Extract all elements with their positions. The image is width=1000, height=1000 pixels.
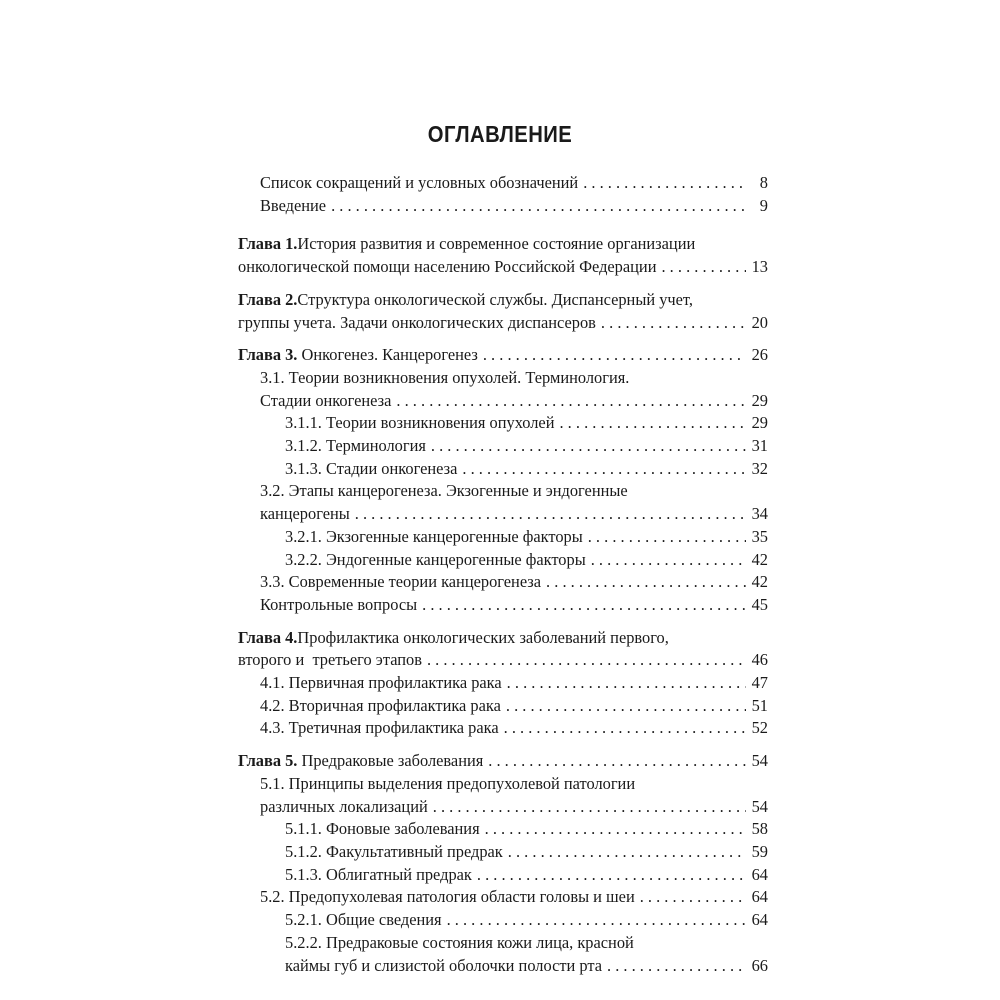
toc-entry-label: 3.1.2. Терминология <box>285 436 426 456</box>
toc-page-number: 59 <box>751 841 768 861</box>
toc-entry-3-1-3[interactable] <box>238 458 768 481</box>
toc-page-number: 66 <box>751 955 768 975</box>
toc-entry-label: 3.3. Современные теории канцерогенеза <box>260 572 542 592</box>
toc-page-number: 46 <box>751 650 768 670</box>
toc-page-number: 34 <box>751 504 768 524</box>
toc-page-number: 32 <box>751 458 768 478</box>
toc-entry-label: 3.1.3. Стадии онкогенеза <box>285 458 458 478</box>
toc-entry-label: Введение <box>260 195 327 215</box>
toc-entry-4-1[interactable] <box>238 672 768 695</box>
toc-entry-3-1-1[interactable] <box>238 412 768 435</box>
toc-entry-label: онкологической помощи населению Российской Федерации <box>238 257 657 277</box>
toc-entry-label: 3.2.2. Эндогенные канцерогенные факторы <box>285 549 586 569</box>
toc-entry-label: 4.2. Вторичная профилактика рака <box>260 695 501 715</box>
toc-entry-label: 5.2.2. Предраковые состояния кожи лица, красной <box>285 932 634 952</box>
toc-entry-5-1-2[interactable] <box>238 841 768 864</box>
toc-page-number: 13 <box>751 257 768 277</box>
toc-entry-label: второго и третьего этапов <box>238 650 422 670</box>
toc-entry-label: Профилактика онкологических заболеваний первого, <box>297 627 669 647</box>
chapter-prefix: Глава 5. <box>238 751 298 771</box>
toc-entry-3-1[interactable] <box>238 367 768 412</box>
toc-page-number: 8 <box>759 173 768 192</box>
toc-entry-5-1-1[interactable] <box>238 818 768 841</box>
toc-entry-3-1-2[interactable] <box>238 435 768 458</box>
page-title: ОГЛАВЛЕНИЕ <box>427 121 573 147</box>
toc-entry-4-3[interactable] <box>238 717 768 740</box>
toc-entry-control-questions[interactable] <box>238 594 768 617</box>
toc-entry-3-2-1[interactable] <box>238 526 768 549</box>
toc-entry-chapter-1[interactable] <box>238 233 768 278</box>
toc-entry-label: Контрольные вопросы <box>260 594 418 614</box>
toc-entry-label: канцерогены <box>260 504 350 524</box>
toc-page-number: 64 <box>751 887 768 907</box>
toc-page-number: 64 <box>751 910 768 930</box>
toc-entry-label: Структура онкологической службы. Диспансерный учет, <box>297 289 693 309</box>
chapter-prefix: Глава 1. <box>238 234 298 254</box>
toc-page-number: 42 <box>751 572 768 592</box>
toc-page-number: 26 <box>751 345 768 365</box>
toc-entry-3-2-2[interactable] <box>238 549 768 572</box>
toc-page-number: 54 <box>751 751 768 771</box>
toc-entry-label: Онкогенез. Канцерогенез <box>297 345 478 365</box>
chapter-prefix: Глава 4. <box>238 627 298 647</box>
toc-entry-3-3[interactable] <box>238 571 768 594</box>
table-of-contents <box>238 172 768 977</box>
toc-page-number: 9 <box>759 195 768 215</box>
toc-page-number: 54 <box>751 796 768 816</box>
toc-entry-label: Предраковые заболевания <box>297 751 484 771</box>
toc-entry-label: 5.1.2. Факультативный предрак <box>285 841 503 861</box>
toc-entry-abbreviations[interactable] <box>238 172 768 195</box>
toc-entry-label: 4.3. Третичная профилактика рака <box>260 718 499 738</box>
toc-page-number: 58 <box>751 819 768 839</box>
toc-entry-5-1[interactable] <box>238 773 768 818</box>
toc-entry-label: 5.1.1. Фоновые заболевания <box>285 819 480 839</box>
toc-page-number: 47 <box>751 673 768 693</box>
toc-entry-label: 5.1.3. Облигатный предрак <box>285 864 472 884</box>
toc-page-number: 45 <box>751 594 768 614</box>
toc-entry-label: 3.2.1. Экзогенные канцерогенные факторы <box>285 526 583 546</box>
toc-entry-label: 5.2.1. Общие сведения <box>285 910 442 930</box>
chapter-prefix: Глава 2. <box>238 289 298 309</box>
toc-entry-label: История развития и современное состояние организации <box>297 234 696 254</box>
toc-entry-label: 3.1.1. Теории возникновения опухолей <box>285 413 555 433</box>
toc-entry-label: Список сокращений и условных обозначений <box>260 173 579 192</box>
toc-entry-chapter-2[interactable] <box>238 289 768 334</box>
toc-entry-label: каймы губ и слизистой оболочки полости рта <box>285 955 603 975</box>
toc-page-number: 52 <box>751 718 768 738</box>
toc-page-number: 31 <box>751 436 768 456</box>
toc-entry-label: группы учета. Задачи онкологических диспансеров <box>238 312 596 332</box>
toc-entry-label: Стадии онкогенеза <box>260 390 392 410</box>
toc-entry-5-1-3[interactable] <box>238 864 768 887</box>
toc-entry-label: 5.1. Принципы выделения предопухолевой патологии <box>260 773 636 793</box>
toc-entry-3-2[interactable] <box>238 480 768 525</box>
chapter-prefix: Глава 3. <box>238 345 298 365</box>
toc-page-number: 29 <box>751 390 768 410</box>
toc-entry-label: различных локализаций <box>260 796 428 816</box>
toc-entry-chapter-3[interactable] <box>238 344 768 367</box>
toc-page-number: 20 <box>751 312 768 332</box>
toc-entry-label: 3.1. Теории возникновения опухолей. Терминология. <box>260 367 630 387</box>
toc-page-number: 64 <box>751 864 768 884</box>
toc-entry-5-2-1[interactable] <box>238 909 768 932</box>
toc-entry-4-2[interactable] <box>238 695 768 718</box>
toc-entry-label: 5.2. Предопухолевая патология области головы и шеи <box>260 887 635 907</box>
toc-entry-chapter-5[interactable] <box>238 750 768 773</box>
toc-entry-label: 4.1. Первичная профилактика рака <box>260 673 502 693</box>
toc-page-number: 51 <box>751 695 768 715</box>
toc-page-number: 35 <box>751 526 768 546</box>
toc-entry-label: 3.2. Этапы канцерогенеза. Экзогенные и эндогенные <box>260 481 628 501</box>
toc-entry-5-2[interactable] <box>238 886 768 909</box>
toc-entry-chapter-4[interactable] <box>238 627 768 672</box>
toc-entry-introduction[interactable] <box>238 195 768 218</box>
toc-page-number: 29 <box>751 413 768 433</box>
toc-page-number: 42 <box>751 549 768 569</box>
toc-entry-5-2-2[interactable] <box>238 932 768 977</box>
